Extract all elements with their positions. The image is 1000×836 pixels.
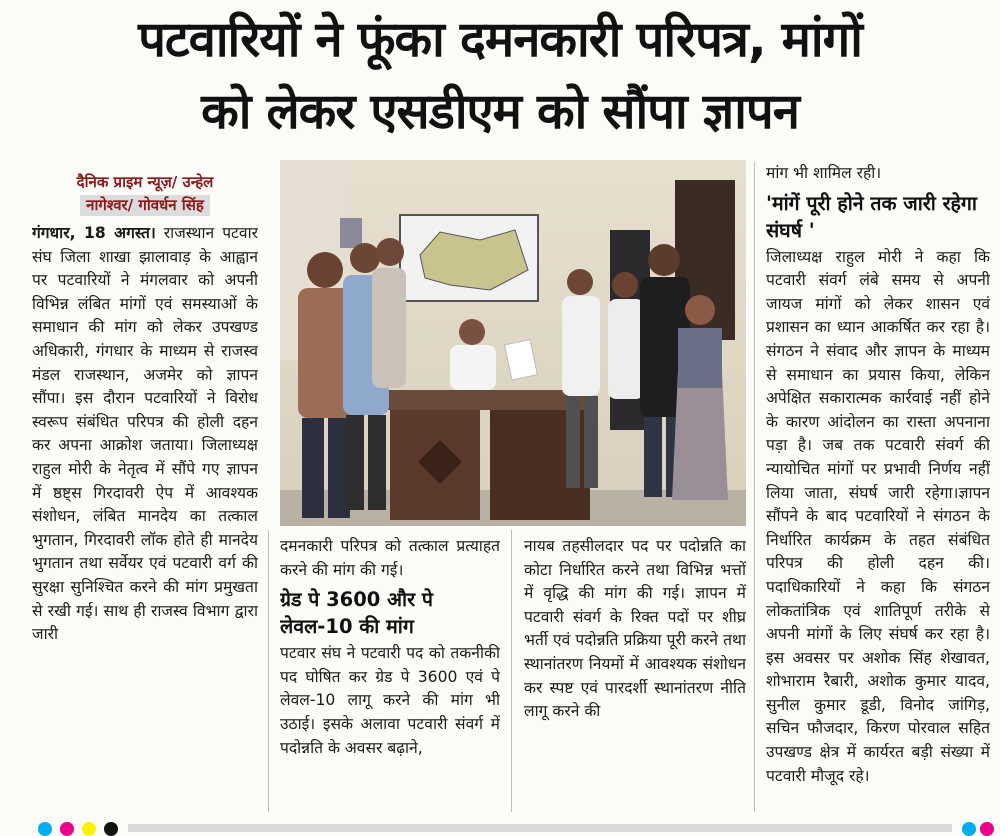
byline-line-2: नागेश्वर/ गोवर्धन सिंह — [80, 195, 210, 216]
cyan-dot — [38, 822, 52, 836]
article-column-4 — [766, 162, 990, 812]
column-divider — [511, 530, 512, 812]
headline — [0, 4, 1000, 148]
column-2-text-1: दमनकारी परिपत्र को तत्काल प्रत्याहत करने की मांग की गई। — [280, 537, 500, 579]
article-column-1 — [32, 172, 258, 812]
byline — [32, 172, 258, 216]
column-4-subhead: 'मांगें पूरी होने तक जारी रहेगा संघर्ष ' — [766, 191, 977, 242]
photo-illustration — [280, 160, 746, 526]
article-column-2 — [280, 535, 500, 813]
headline-line-2: को लेकर एसडीएम को सौंपा ज्ञापन — [201, 83, 799, 140]
cyan-dot — [962, 822, 976, 836]
news-photo — [280, 160, 746, 526]
print-bar — [128, 824, 952, 832]
byline-line-1: दैनिक प्राइम न्यूज़/ उन्हेल — [76, 173, 214, 191]
column-1-body — [32, 222, 258, 647]
column-2-text-2: पटवार संघ ने पटवारी पद को तकनीकी पद घोषित कर ग्रेड पे 3600 एवं पे लेवल-10 लागू करने की मांग भी उठाई। इसके अलावा पटवारी संवर्ग में पदोन्नति के अवसर बढ़ाने, — [280, 644, 500, 757]
column-3-text: नायब तहसीलदार पद पर पदोन्नति का कोटा निर्धारित करने तथा विभिन्न भत्तों में वृद्धि की मांग की गई। ज्ञापन में पटवारी संवर्ग के रिक्त पदों पर शीघ्र भर्ती एवं पदोन्नति प्रक्रिया पूरी करने तथा स्थानांतरण नियमों में आवश्यक संशोधन कर स्पष्ट एवं पारदर्शी स्थानांतरण नीति लागू करने की — [524, 537, 746, 721]
print-registration-strip — [0, 818, 1000, 832]
column-4-text-1: मांग भी शामिल रही। — [766, 164, 882, 182]
article-column-3 — [524, 535, 746, 813]
magenta-dot — [60, 822, 74, 836]
column-1-text: राजस्थान पटवार संघ जिला शाखा झालावाड़ के आह्वान पर पटवारियों ने मंगलवार को अपनी विभिन्न लंबित मांगों एवं समस्याओं के समाधान की मांग को लेकर उपखण्ड अधिकारी, गंगधार के माध्यम से राजस्व मंडल राजस्थान, अजमेर को ज्ञापन सौंपा। इस दौरान पटवारियों ने विरोध स्वरूप संबंधित परिपत्र की होली दहन कर अपना आक्रोश जताया। जिलाध्यक्ष राहुल मोरी के नेतृत्व में सौंपे गए ज्ञापन में ष्ठष्ट्स गिरदावरी ऐप में आवश्यक संशोधन, लंबित मानदेय का तत्काल भुगतान, गिरदावरी लॉक होते ही मानदेय भुगतान तथा सर्वेयर एवं पटवारी वर्ग की सुरक्षा सुनिश्चित करने की मांग प्रमुखता से रखी गई। साथ ही राजस्व विभाग द्वारा जारी — [32, 224, 258, 644]
column-divider — [268, 530, 269, 812]
black-dot — [104, 822, 118, 836]
headline-line-1: पटवारियों ने फूंका दमनकारी परिपत्र, मांगों — [138, 11, 862, 68]
column-4-text-2: जिलाध्यक्ष राहुल मोरी ने कहा कि पटवारी संवर्ग लंबे समय से अपनी जायज मांगों को लेकर शासन एवं प्रशासन का ध्यान आकर्षित कर रहा है। संगठन ने संवाद और ज्ञापन के माध्यम से समाधान का प्रयास किया, लेकिन अपेक्षित सकारात्मक कार्रवाई नहीं होने के कारण आंदोलन का रास्ता अपनाना पड़ा है। जब तक पटवारी संवर्ग की न्यायोचित मांगों पर प्रभावी निर्णय नहीं लिया जाता, संघर्ष जारी रहेगा।ज्ञापन सौंपने के बाद पटवारियों ने संगठन के निर्धारित कार्यक्रम के तहत संबंधित परिपत्र की होली दहन की। पदाधिकारियों ने कहा कि संगठन लोकतांत्रिक एवं शातिपूर्ण तरीके से अपनी मांगों के लिए संघर्ष कर रहा है। इस अवसर पर अशोक सिंह शेखावत, शोभाराम रैबारी, अशोक कुमार यादव, सुनील कुमार डूडी, विनोद जांगिड़, सचिन फौजदार, किरण पोरवाल सहित उपखण्ड क्षेत्र में कार्यरत बड़ी संख्या में पटवारी मौजूद रहे। — [766, 247, 990, 785]
column-2-subhead: ग्रेड पे 3600 और पे लेवल-10 की मांग — [280, 588, 433, 639]
column-divider — [754, 162, 755, 812]
yellow-dot — [82, 822, 96, 836]
magenta-dot — [980, 822, 994, 836]
dateline: गंगधार, 18 अगस्त। — [32, 224, 156, 242]
